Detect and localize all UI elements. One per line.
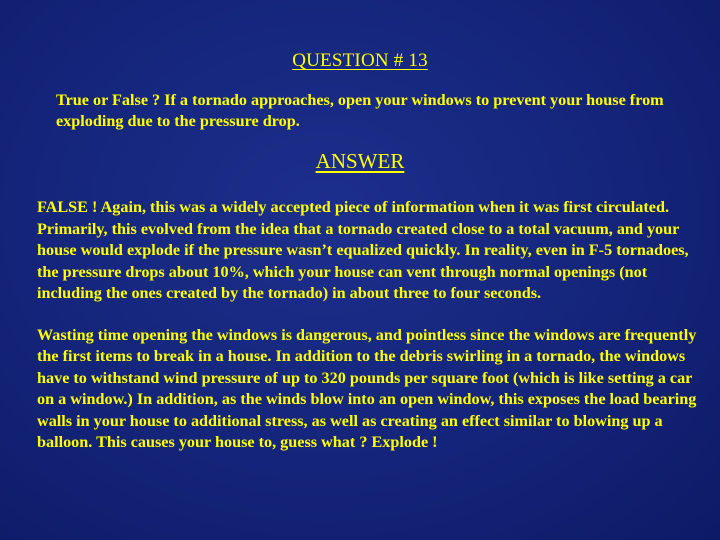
answer-title: ANSWER	[315, 149, 405, 173]
answer-paragraph: Wasting time opening the windows is dangerous, and pointless since the windows are frequently the first items to break in a house. In addition to the debris swirling in a tornado, the windows have to withstand wind pressure of up to 320 pounds per square foot (which is like setting a car on a window.) In addition, as the winds blow into an open window, this exposes the load bearing walls in your house to additional stress, as well as creating an effect similar to blowing up a balloon. This causes your house to, guess what ? Explode !	[37, 325, 697, 451]
question-title: QUESTION # 13	[292, 50, 428, 71]
question-text: True or False ? If a tornado approaches, open your windows to prevent your house from exploding due to the pressure drop.	[56, 91, 664, 130]
answer-body	[37, 197, 697, 454]
answer-paragraph: FALSE ! Again, this was a widely accepted piece of information when it was first circulated. Primarily, this evolved from the idea that a tornado created close to a total vacuum, and your house would explode if the pressure wasn’t equalized quickly. In reality, even in F-5 tornadoes, the pressure drops about 10%, which your house can vent through normal openings (not including the ones created by the tornado) in about three to four seconds.	[37, 198, 689, 302]
